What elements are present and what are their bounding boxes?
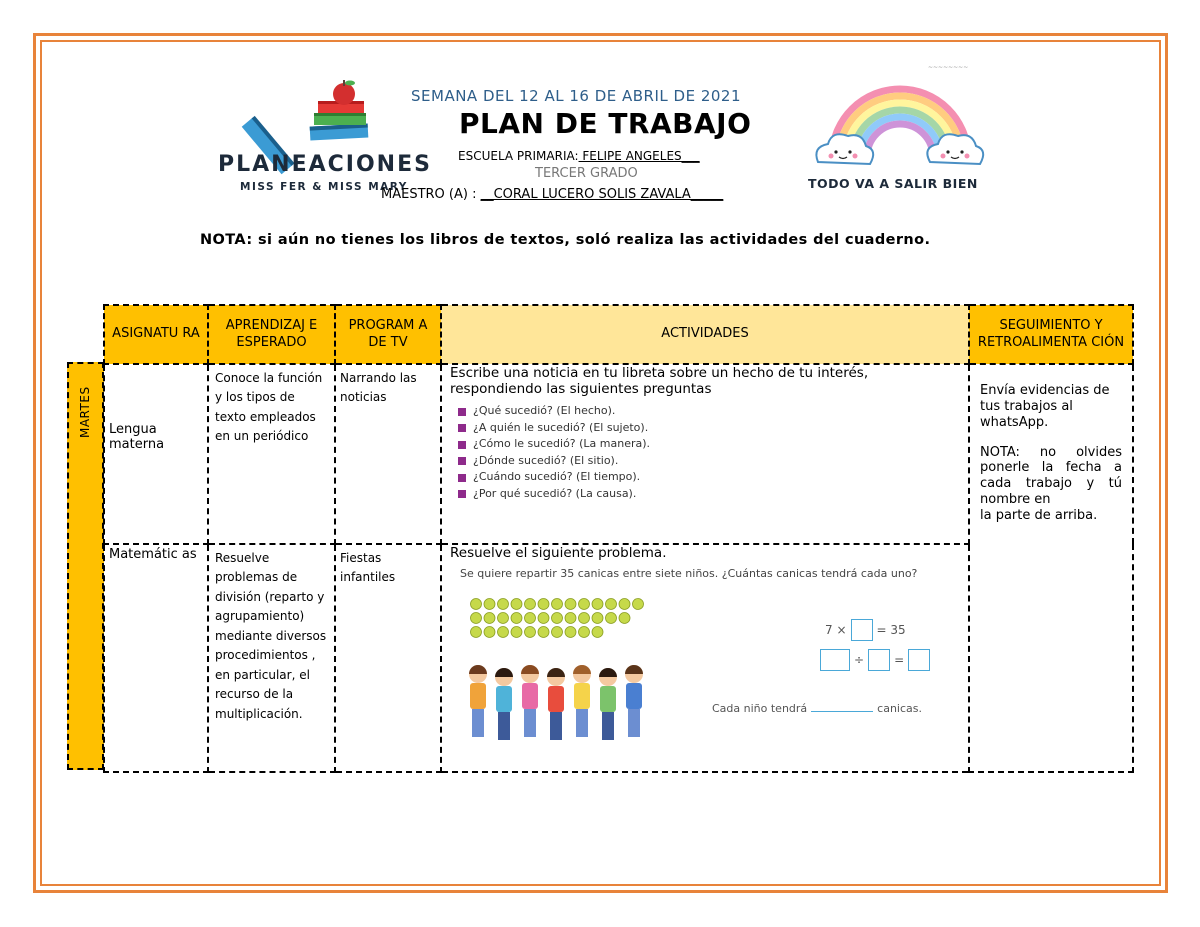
list-item: ¿Por qué sucedió? (La causa).	[458, 486, 964, 503]
page-title: PLAN DE TRABAJO	[459, 107, 752, 140]
activity-text: Escribe una noticia en tu libreta sobre un hecho de tu interés, respondiendo las siguientes preguntas	[450, 365, 869, 398]
marble-icon	[484, 627, 495, 638]
marble-icon	[579, 613, 590, 624]
child-figure-icon	[573, 665, 591, 737]
marble-icon	[498, 599, 509, 610]
list-item: ¿Qué sucedió? (El hecho).	[458, 403, 964, 420]
header-tv: PROGRAM A DE TV	[335, 305, 441, 364]
child-figure-icon	[599, 668, 617, 740]
followup-note-end: la parte de arriba.	[980, 508, 1098, 524]
marble-icon	[525, 613, 536, 624]
logo-title: PLANEACIONES	[218, 152, 432, 177]
marble-icon	[606, 613, 617, 624]
row-tv-program: Fiestas infantiles	[335, 544, 441, 772]
square-bullet-icon	[458, 424, 466, 432]
marble-icon	[471, 627, 482, 638]
answer-box	[908, 649, 930, 671]
child-figure-icon	[521, 665, 539, 737]
row-activities	[441, 364, 969, 544]
division-equation: ÷ =	[820, 649, 930, 671]
page-note: NOTA: si aún no tienes los libros de textos, soló realiza las actividades del cuaderno.	[200, 232, 931, 248]
school-value: FELIPE ANGELES___	[578, 149, 700, 163]
logo-subtitle: MISS FER & MISS MARY	[240, 181, 408, 193]
activity-text: Resuelve el siguiente problema.	[450, 545, 667, 561]
marble-icon	[511, 613, 522, 624]
multiplication-equation: 7 × = 35	[825, 619, 906, 641]
marble-icon	[565, 627, 576, 638]
answer-box	[851, 619, 873, 641]
children-illustration-icon	[468, 660, 668, 750]
answer-box	[868, 649, 890, 671]
row-subject: Lengua materna	[104, 364, 208, 544]
question-list	[458, 403, 964, 502]
marble-icon	[633, 599, 644, 610]
rainbow-clouds-icon	[810, 62, 990, 192]
marble-icon	[484, 599, 495, 610]
marble-icon	[498, 627, 509, 638]
table-row	[104, 364, 1133, 544]
answer-blank	[811, 711, 873, 712]
followup-evidence: Envía evidencias de tus trabajos al whatsApp.	[980, 383, 1110, 430]
rainbow-slogan: TODO VA A SALIR BIEN	[808, 176, 978, 191]
list-item: ¿Dónde sucedió? (El sitio).	[458, 453, 964, 470]
problem-statement: Se quiere repartir 35 canicas entre siete niños. ¿Cuántas canicas tendrá cada uno?	[460, 567, 918, 580]
square-bullet-icon	[458, 457, 466, 465]
teacher-line	[381, 187, 723, 202]
square-bullet-icon	[458, 474, 466, 482]
week-range: SEMANA DEL 12 AL 16 DE ABRIL DE 2021	[411, 87, 741, 105]
marble-icon	[484, 613, 495, 624]
list-item: ¿Cómo le sucedió? (La manera).	[458, 436, 964, 453]
marble-icon	[538, 627, 549, 638]
square-bullet-icon	[458, 441, 466, 449]
marble-icon	[471, 599, 482, 610]
row-tv-program: Narrando las noticias	[335, 364, 441, 544]
header-learning: APRENDIZAJ E ESPERADO	[208, 305, 335, 364]
school-label: ESCUELA PRIMARIA:	[458, 149, 579, 163]
square-bullet-icon	[458, 490, 466, 498]
rainbow-watermark: ~~~~~~~~	[928, 64, 969, 71]
marble-icon	[552, 599, 563, 610]
marble-icon	[592, 627, 603, 638]
marble-icon	[592, 599, 603, 610]
header-subject: ASIGNATU RA	[104, 305, 208, 364]
grade-label: TERCER GRADO	[535, 166, 638, 181]
marble-icon	[552, 627, 563, 638]
square-bullet-icon	[458, 408, 466, 416]
child-figure-icon	[625, 665, 643, 737]
child-figure-icon	[469, 665, 487, 737]
header-activities: ACTIVIDADES	[441, 305, 969, 364]
child-figure-icon	[547, 668, 565, 740]
marble-icon	[565, 613, 576, 624]
marble-icon	[525, 627, 536, 638]
row-learning: Resuelve problemas de división (reparto y agrupamiento) mediante diversos procedimientos , en particular, el recurso de la multiplicación.	[208, 544, 335, 772]
problem-image	[450, 567, 955, 757]
answer-line: Cada niño tendrá canicas.	[712, 702, 923, 715]
table-header-row	[104, 305, 1133, 364]
marble-icon	[498, 613, 509, 624]
marble-icon	[579, 599, 590, 610]
row-learning: Conoce la función y los tipos de texto empleados en un periódico	[208, 364, 335, 544]
marble-icon	[525, 599, 536, 610]
marble-icon	[592, 613, 603, 624]
marble-icon	[538, 599, 549, 610]
marble-icon	[619, 599, 630, 610]
marble-icon	[511, 627, 522, 638]
marble-icon	[619, 613, 630, 624]
marble-icon	[579, 627, 590, 638]
marble-icon	[471, 613, 482, 624]
marble-icon	[538, 613, 549, 624]
marble-icon	[565, 599, 576, 610]
plan-table	[103, 304, 1134, 773]
day-label: MARTES	[78, 386, 92, 438]
child-figure-icon	[495, 668, 513, 740]
teacher-label: MAESTRO (A) :	[381, 187, 481, 202]
followup-note: NOTA: no olvides ponerle la fecha a cada trabajo y tú nombre en	[980, 444, 1122, 508]
list-item: ¿Cuándo sucedió? (El tiempo).	[458, 469, 964, 486]
answer-box	[820, 649, 850, 671]
school-line	[458, 149, 700, 163]
row-followup	[969, 364, 1133, 772]
row-activities	[441, 544, 969, 772]
teacher-value: __CORAL LUCERO SOLIS ZAVALA_____	[480, 187, 724, 202]
list-item: ¿A quién le sucedió? (El sujeto).	[458, 420, 964, 437]
marbles-icon	[470, 597, 650, 652]
header-followup: SEGUIMIENTO Y RETROALIMENTA CIÓN	[969, 305, 1133, 364]
marble-icon	[606, 599, 617, 610]
marble-icon	[552, 613, 563, 624]
row-subject: Matemátic as	[104, 544, 208, 772]
marble-icon	[511, 599, 522, 610]
